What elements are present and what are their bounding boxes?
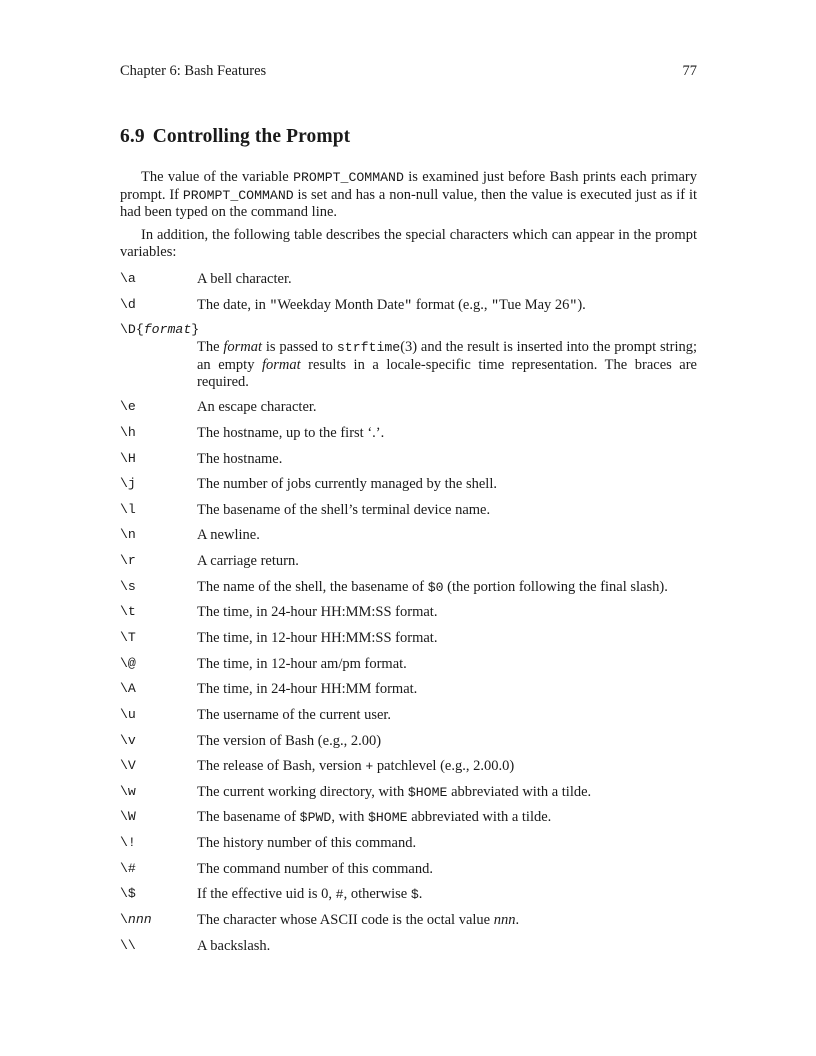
escape-key: \e <box>120 399 136 414</box>
escape-description: The hostname, up to the first ‘.’. <box>197 425 385 441</box>
escape-description: The character whose ASCII code is the octal value nnn. <box>197 912 520 928</box>
escape-key: \h <box>120 425 136 440</box>
escape-description: A newline. <box>197 527 260 543</box>
text: is examined just before Bash prints each primary prompt. If <box>120 169 697 203</box>
table-row <box>120 603 697 621</box>
section-title: Controlling the Prompt <box>152 126 351 147</box>
table-row <box>120 475 697 493</box>
table-row <box>120 783 697 801</box>
escape-description: The history number of this command. <box>197 835 417 851</box>
table-row <box>120 808 697 826</box>
escape-description: The name of the shell, the basename of $0 (the portion following the final slash). <box>197 579 668 595</box>
table-row <box>120 526 697 544</box>
table-row <box>120 629 697 647</box>
escape-description: The date, in "Weekday Month Date" format (e.g., "Tue May 26"). <box>197 297 586 313</box>
escape-key: \A <box>120 681 136 696</box>
escape-description: The time, in 24-hour HH:MM format. <box>197 681 418 697</box>
table-row <box>120 732 697 750</box>
escape-description: The command number of this command. <box>197 861 433 877</box>
table-row <box>120 680 697 698</box>
table-row <box>120 321 697 391</box>
code-prompt-command: PROMPT_COMMAND <box>293 170 404 185</box>
table-row <box>120 296 697 314</box>
page-number: 77 <box>682 63 697 79</box>
escape-description: The number of jobs currently managed by the shell. <box>197 476 497 492</box>
escape-description: The version of Bash (e.g., 2.00) <box>197 733 382 749</box>
escape-description: The format is passed to strftime(3) and the result is inserted into the prompt string; an empty format results in a locale-specific time representation. The braces are required. <box>197 339 698 390</box>
escape-description: The hostname. <box>197 451 283 467</box>
escape-description: A carriage return. <box>197 553 299 569</box>
escape-description: The time, in 12-hour HH:MM:SS format. <box>197 630 438 646</box>
escape-key: \D{format} <box>120 322 200 337</box>
paragraph-prompt-command <box>120 169 697 222</box>
paragraph-intro-table: In addition, the following table describes the special characters which can appear in the prompt variables: <box>120 226 697 260</box>
escape-key: \a <box>120 271 136 286</box>
section-number: 6.9 <box>120 126 145 147</box>
body-text <box>120 169 697 262</box>
table-row <box>120 834 697 852</box>
escape-key: \$ <box>120 886 136 901</box>
escape-key: \w <box>120 784 136 799</box>
escape-description: If the effective uid is 0, #, otherwise $. <box>197 886 423 902</box>
escape-description: An escape character. <box>197 399 317 415</box>
escape-key: \r <box>120 553 136 568</box>
table-row <box>120 501 697 519</box>
table-row <box>120 706 697 724</box>
chapter-title: Chapter 6: Bash Features <box>120 63 267 79</box>
escape-key: \j <box>120 476 136 491</box>
escape-key: \nnn <box>120 912 152 927</box>
escape-description: A bell character. <box>197 271 292 287</box>
table-row <box>120 552 697 570</box>
table-row <box>120 860 697 878</box>
running-header <box>120 63 697 80</box>
escape-key: \V <box>120 758 136 773</box>
escape-key: \t <box>120 604 136 619</box>
escape-key: \\ <box>120 938 136 953</box>
escape-description: A backslash. <box>197 938 271 954</box>
table-row <box>120 655 697 673</box>
code-prompt-command: PROMPT_COMMAND <box>182 187 294 203</box>
section-heading <box>120 126 350 148</box>
escape-description: The current working directory, with $HOME abbreviated with a tilde. <box>197 784 592 800</box>
table-row <box>120 270 697 288</box>
escape-description: The release of Bash, version + patchlevel (e.g., 2.00.0) <box>197 758 515 774</box>
table-row <box>120 911 697 929</box>
escape-key: \l <box>120 502 136 517</box>
escape-description: The time, in 24-hour HH:MM:SS format. <box>197 604 438 620</box>
escape-key: \u <box>120 707 136 722</box>
table-row <box>120 450 697 468</box>
escape-key: \s <box>120 579 136 594</box>
table-row <box>120 398 697 416</box>
escape-description: The username of the current user. <box>197 707 392 723</box>
table-row <box>120 578 697 596</box>
escape-key: \T <box>120 630 136 645</box>
escape-description: The basename of the shell’s terminal device name. <box>197 502 491 518</box>
escape-key: \@ <box>120 656 136 671</box>
table-row <box>120 424 697 442</box>
text: is set and has a non-null value, then the value is executed just as if it had been typed on the command line. <box>120 186 697 220</box>
escape-description: The time, in 12-hour am/pm format. <box>197 656 407 672</box>
escape-key: \W <box>120 809 136 824</box>
text: The value of the variable <box>141 169 294 185</box>
table-row <box>120 885 697 903</box>
escape-key: \H <box>120 451 136 466</box>
table-row <box>120 937 697 955</box>
escape-key: \! <box>120 835 136 850</box>
table-row <box>120 757 697 775</box>
escape-description: The basename of $PWD, with $HOME abbreviated with a tilde. <box>197 809 552 825</box>
escape-key: \# <box>120 861 136 876</box>
escape-key: \d <box>120 297 136 312</box>
escape-key: \n <box>120 527 136 542</box>
escape-key: \v <box>120 733 136 748</box>
